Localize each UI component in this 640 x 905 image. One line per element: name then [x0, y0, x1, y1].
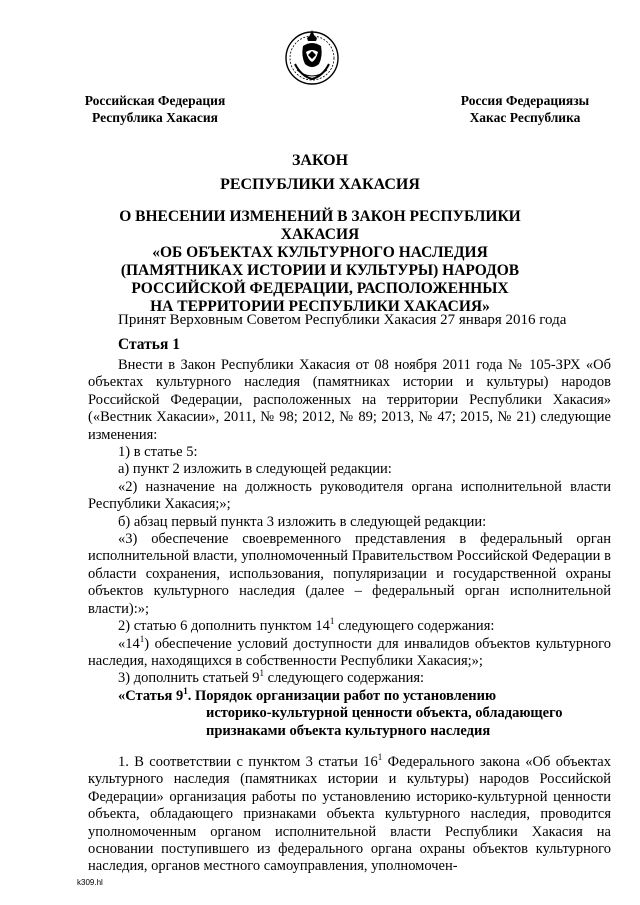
amendment-text: «$14^1$) обеспечение условий доступности для инвалидов объектов культурного наследия, находящихся в собственности Республики Хакасия;»;: [88, 633, 611, 669]
law-subject-line: НА ТЕРРИТОРИИ РЕСПУБЛИКИ ХАКАСИЯ»: [150, 298, 490, 315]
law-subject-line: «ОБ ОБЪЕКТАХ КУЛЬТУРНОГО НАСЛЕДИЯ: [152, 244, 488, 261]
article-9-1-paragraph-1: 1. В соответствии с пунктом 3 статьи $16^1$ Федерального закона «Об объектах культурного наследия (памятниках истории и культуры) народов Российской Федерации» организация работы по установлению историко-культурной ценности объекта, обладающего признаками объекта культурного наследия, проводится уполномоченным органом исполнительной власти Республики Хакасия на основании поступившего из федерального органа охраны объектов культурного наследия, органов местного самоуправления, уполномочен-: [88, 752, 611, 875]
header-left: [70, 92, 240, 126]
article-1-heading: Статья 1: [118, 336, 180, 353]
amendment-text: «3) обеспечение своевременного представления в федеральный орган исполнительной власти, уполномоченный Правительством Российской Федерации в области сохранения, использования, популяризации и государственной охраны объектов культурного наследия (далее – федеральный орган исполнительной власти):»;: [88, 531, 611, 617]
article-1-intro: Внести в Закон Республики Хакасия от 08 ноября 2011 года № 105-ЗРХ «Об объектах культурного наследия (памятниках истории и культуры) народов Российской Федерации, расположенных на территории Республики Хакасия» («Вестник Хакасии», 2011, № 98; 2012, № 89; 2013, № 47; 2015, № 21) следующие изменения:: [88, 357, 611, 443]
adoption-note: Принят Верховным Советом Республики Хакасия 27 января 2016 года: [118, 312, 567, 328]
law-subject-line: О ВНЕСЕНИИ ИЗМЕНЕНИЙ В ЗАКОН РЕСПУБЛИКИ ХАКАСИЯ: [119, 208, 521, 243]
footer-code: k309.hl: [77, 878, 103, 887]
header-left-republic: Республика Хакасия: [92, 110, 218, 125]
article-9-1-heading: «Статья $9^1$. Порядок организации работ по установлению историко-культурной ценности объекта, обладающего признаками объекта культурного наследия: [118, 685, 563, 739]
law-subject: [100, 208, 540, 316]
amendment-text: «2) назначение на должность руководителя органа исполнительной власти Республики Хакасия;»;: [88, 478, 611, 513]
header-right-republic: Хакас Республика: [469, 110, 581, 125]
law-subject-line: РОССИЙСКОЙ ФЕДЕРАЦИИ, РАСПОЛОЖЕННЫХ: [131, 280, 509, 297]
document-type-title: ЗАКОН: [291, 152, 349, 169]
header-right-country: Россия Федерациязы: [460, 93, 590, 108]
amendment-item: 3) дополнить статьей $9^1$ следующего содержания:: [118, 668, 425, 687]
document-issuer-title: РЕСПУБЛИКИ ХАКАСИЯ: [220, 176, 420, 193]
document-body: [88, 357, 611, 876]
coat-of-arms-icon: [283, 24, 341, 88]
law-subject-line: (ПАМЯТНИКАХ ИСТОРИИ И КУЛЬТУРЫ) НАРОДОВ: [120, 262, 520, 279]
header-right: [440, 92, 610, 126]
amendment-item: 1) в статье 5:: [118, 444, 198, 461]
header-left-country: Российская Федерация: [84, 93, 226, 108]
amendment-subitem: а) пункт 2 изложить в следующей редакции:: [118, 461, 392, 478]
amendment-item: 2) статью 6 дополнить пунктом $14^1$ следующего содержания:: [118, 616, 495, 635]
amendment-subitem: б) абзац первый пункта 3 изложить в следующей редакции:: [118, 513, 487, 530]
